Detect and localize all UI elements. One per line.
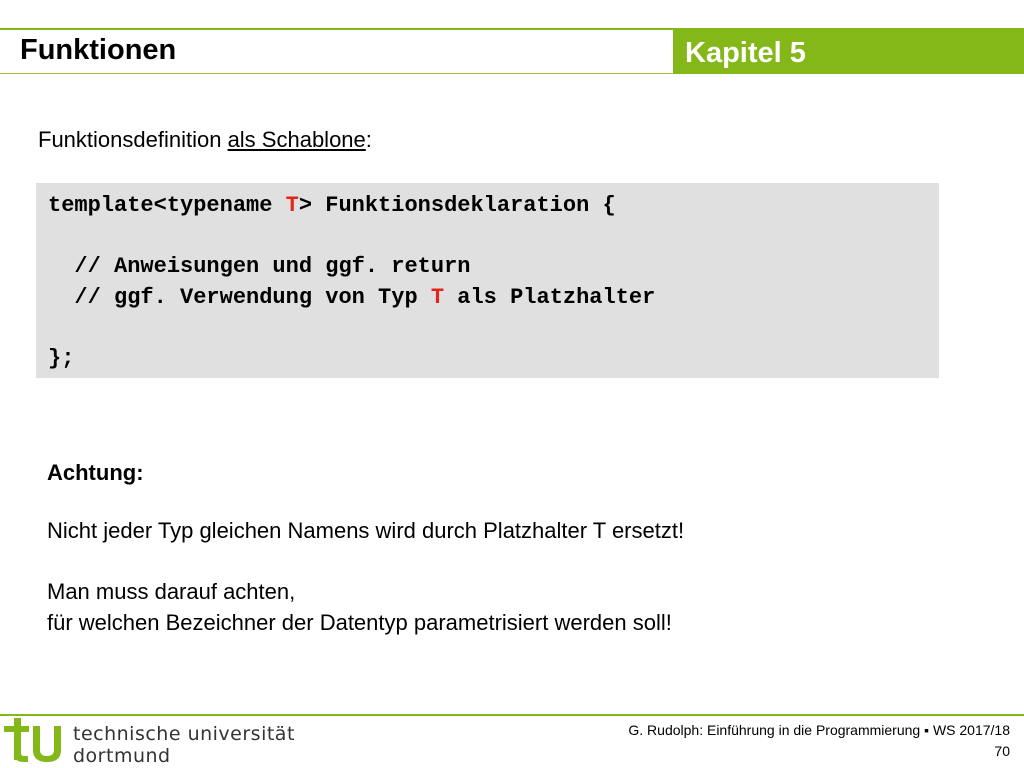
code-line-4 [48, 283, 939, 314]
intro-text [38, 127, 372, 153]
warning-title: Achtung: [47, 460, 144, 485]
slide-title: Funktionen [20, 34, 177, 66]
code-block [36, 183, 939, 378]
warning-line-3: für welchen Bezeichner der Datentyp parametrisiert werden soll! [47, 610, 672, 635]
code-text: // ggf. Verwendung von Typ [48, 284, 431, 310]
code-line-6: }; [48, 345, 75, 371]
code-line-5 [48, 313, 939, 344]
code-text: als Platzhalter [444, 284, 656, 310]
code-line-3: // Anweisungen und ggf. return [48, 254, 471, 280]
warning-line-1: Nicht jeder Typ gleichen Namens wird durch Platzhalter T ersetzt! [47, 518, 685, 543]
code-line-1 [48, 191, 939, 222]
footer-rule [0, 714, 1024, 716]
header-rule [0, 73, 673, 74]
intro-suffix: : [365, 127, 372, 152]
page-number: 70 [994, 743, 1010, 759]
warning-line-2: Man muss darauf achten, [47, 579, 296, 604]
footer-credit: G. Rudolph: Einführung in die Programmierung ▪ WS 2017/18 [628, 722, 1010, 738]
code-text: > Funktionsdeklaration { [298, 193, 616, 218]
university-line-2: dortmund [73, 745, 171, 767]
university-name [73, 723, 295, 767]
university-line-1: technische universität [73, 723, 295, 745]
code-line-2 [48, 222, 939, 253]
chapter-badge: Kapitel 5 [673, 30, 1024, 74]
type-placeholder: T [430, 284, 445, 310]
type-placeholder: T [285, 193, 299, 218]
intro-prefix: Funktionsdefinition [38, 127, 228, 152]
code-text: template<typename [48, 193, 286, 218]
tu-logo-icon [4, 716, 70, 766]
intro-underlined: als Schablone [227, 127, 366, 152]
